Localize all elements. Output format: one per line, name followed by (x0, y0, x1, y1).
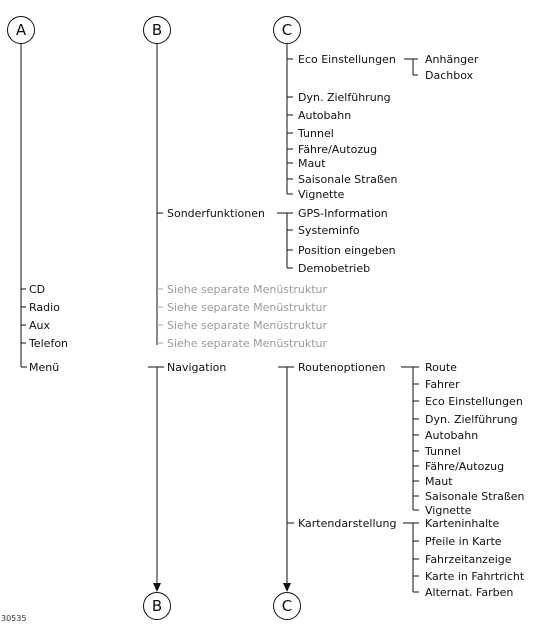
route-option-item: Fähre/Autozug (425, 460, 505, 473)
map-display-item: Alternat. Farben (425, 586, 514, 599)
arrow-head-b (153, 583, 161, 592)
node-c: C (273, 16, 301, 44)
map-display-item: Karteninhalte (425, 517, 500, 530)
menu-item-demobetrieb: Demobetrieb (298, 262, 371, 275)
menu-item-radio: Radio (29, 301, 60, 314)
route-option-item: Tunnel (425, 445, 461, 458)
menu-item-faehre-autozug: Fähre/Autozug (298, 143, 378, 156)
menu-item-tunnel: Tunnel (298, 127, 334, 140)
route-option-item: Fahrer (425, 378, 460, 391)
separate-menu-note: Siehe separate Menüstruktur (167, 337, 328, 350)
menu-item-dyn-zielfuehrung: Dyn. Zielführung (298, 91, 391, 104)
separate-menu-note: Siehe separate Menüstruktur (167, 283, 328, 296)
menu-item-position-eingeben: Position eingeben (298, 244, 396, 257)
menu-item-dachbox: Dachbox (425, 69, 474, 82)
menu-item-navigation: Navigation (167, 361, 227, 374)
menu-item-routenoptionen: Routenoptionen (298, 361, 386, 374)
menu-item-kartendarstellung: Kartendarstellung (298, 517, 397, 530)
route-option-item: Maut (425, 475, 453, 488)
arrow-head-c (283, 583, 291, 592)
menu-item-saisonale-strassen: Saisonale Straßen (298, 173, 398, 186)
node-a: A (7, 16, 35, 44)
menu-item-eco-einstellungen: Eco Einstellungen (298, 53, 396, 66)
separate-menu-note: Siehe separate Menüstruktur (167, 319, 328, 332)
separate-menu-note: Siehe separate Menüstruktur (167, 301, 328, 314)
route-option-item: Autobahn (425, 429, 479, 442)
menu-item-maut: Maut (298, 157, 326, 170)
menu-item-systeminfo: Systeminfo (298, 224, 360, 237)
figure-reference: 30535 (1, 614, 27, 623)
route-option-item: Saisonale Straßen (425, 490, 525, 503)
menu-item-autobahn: Autobahn (298, 109, 352, 122)
menu-item-gps-information: GPS-Information (298, 207, 388, 220)
map-display-item: Pfeile in Karte (425, 535, 502, 548)
menu-item-vignette: Vignette (298, 188, 345, 201)
node-b-bottom: B (143, 592, 171, 620)
map-display-item: Fahrzeitanzeige (425, 553, 512, 566)
route-option-item: Eco Einstellungen (425, 395, 523, 408)
map-display-item: Karte in Fahrtricht (425, 570, 525, 583)
menu-item-menu: Menü (29, 361, 60, 374)
route-option-item: Route (425, 361, 457, 374)
route-option-item: Dyn. Zielführung (425, 413, 518, 426)
menu-item-aux: Aux (29, 319, 51, 332)
menu-item-sonderfunktionen: Sonderfunktionen (167, 207, 265, 220)
menu-item-telefon: Telefon (29, 337, 69, 350)
menu-item-anhaenger: Anhänger (425, 53, 479, 66)
node-c-bottom: C (273, 592, 301, 620)
route-option-item: Vignette (425, 504, 472, 517)
menu-item-cd: CD (29, 283, 46, 296)
node-b: B (143, 16, 171, 44)
